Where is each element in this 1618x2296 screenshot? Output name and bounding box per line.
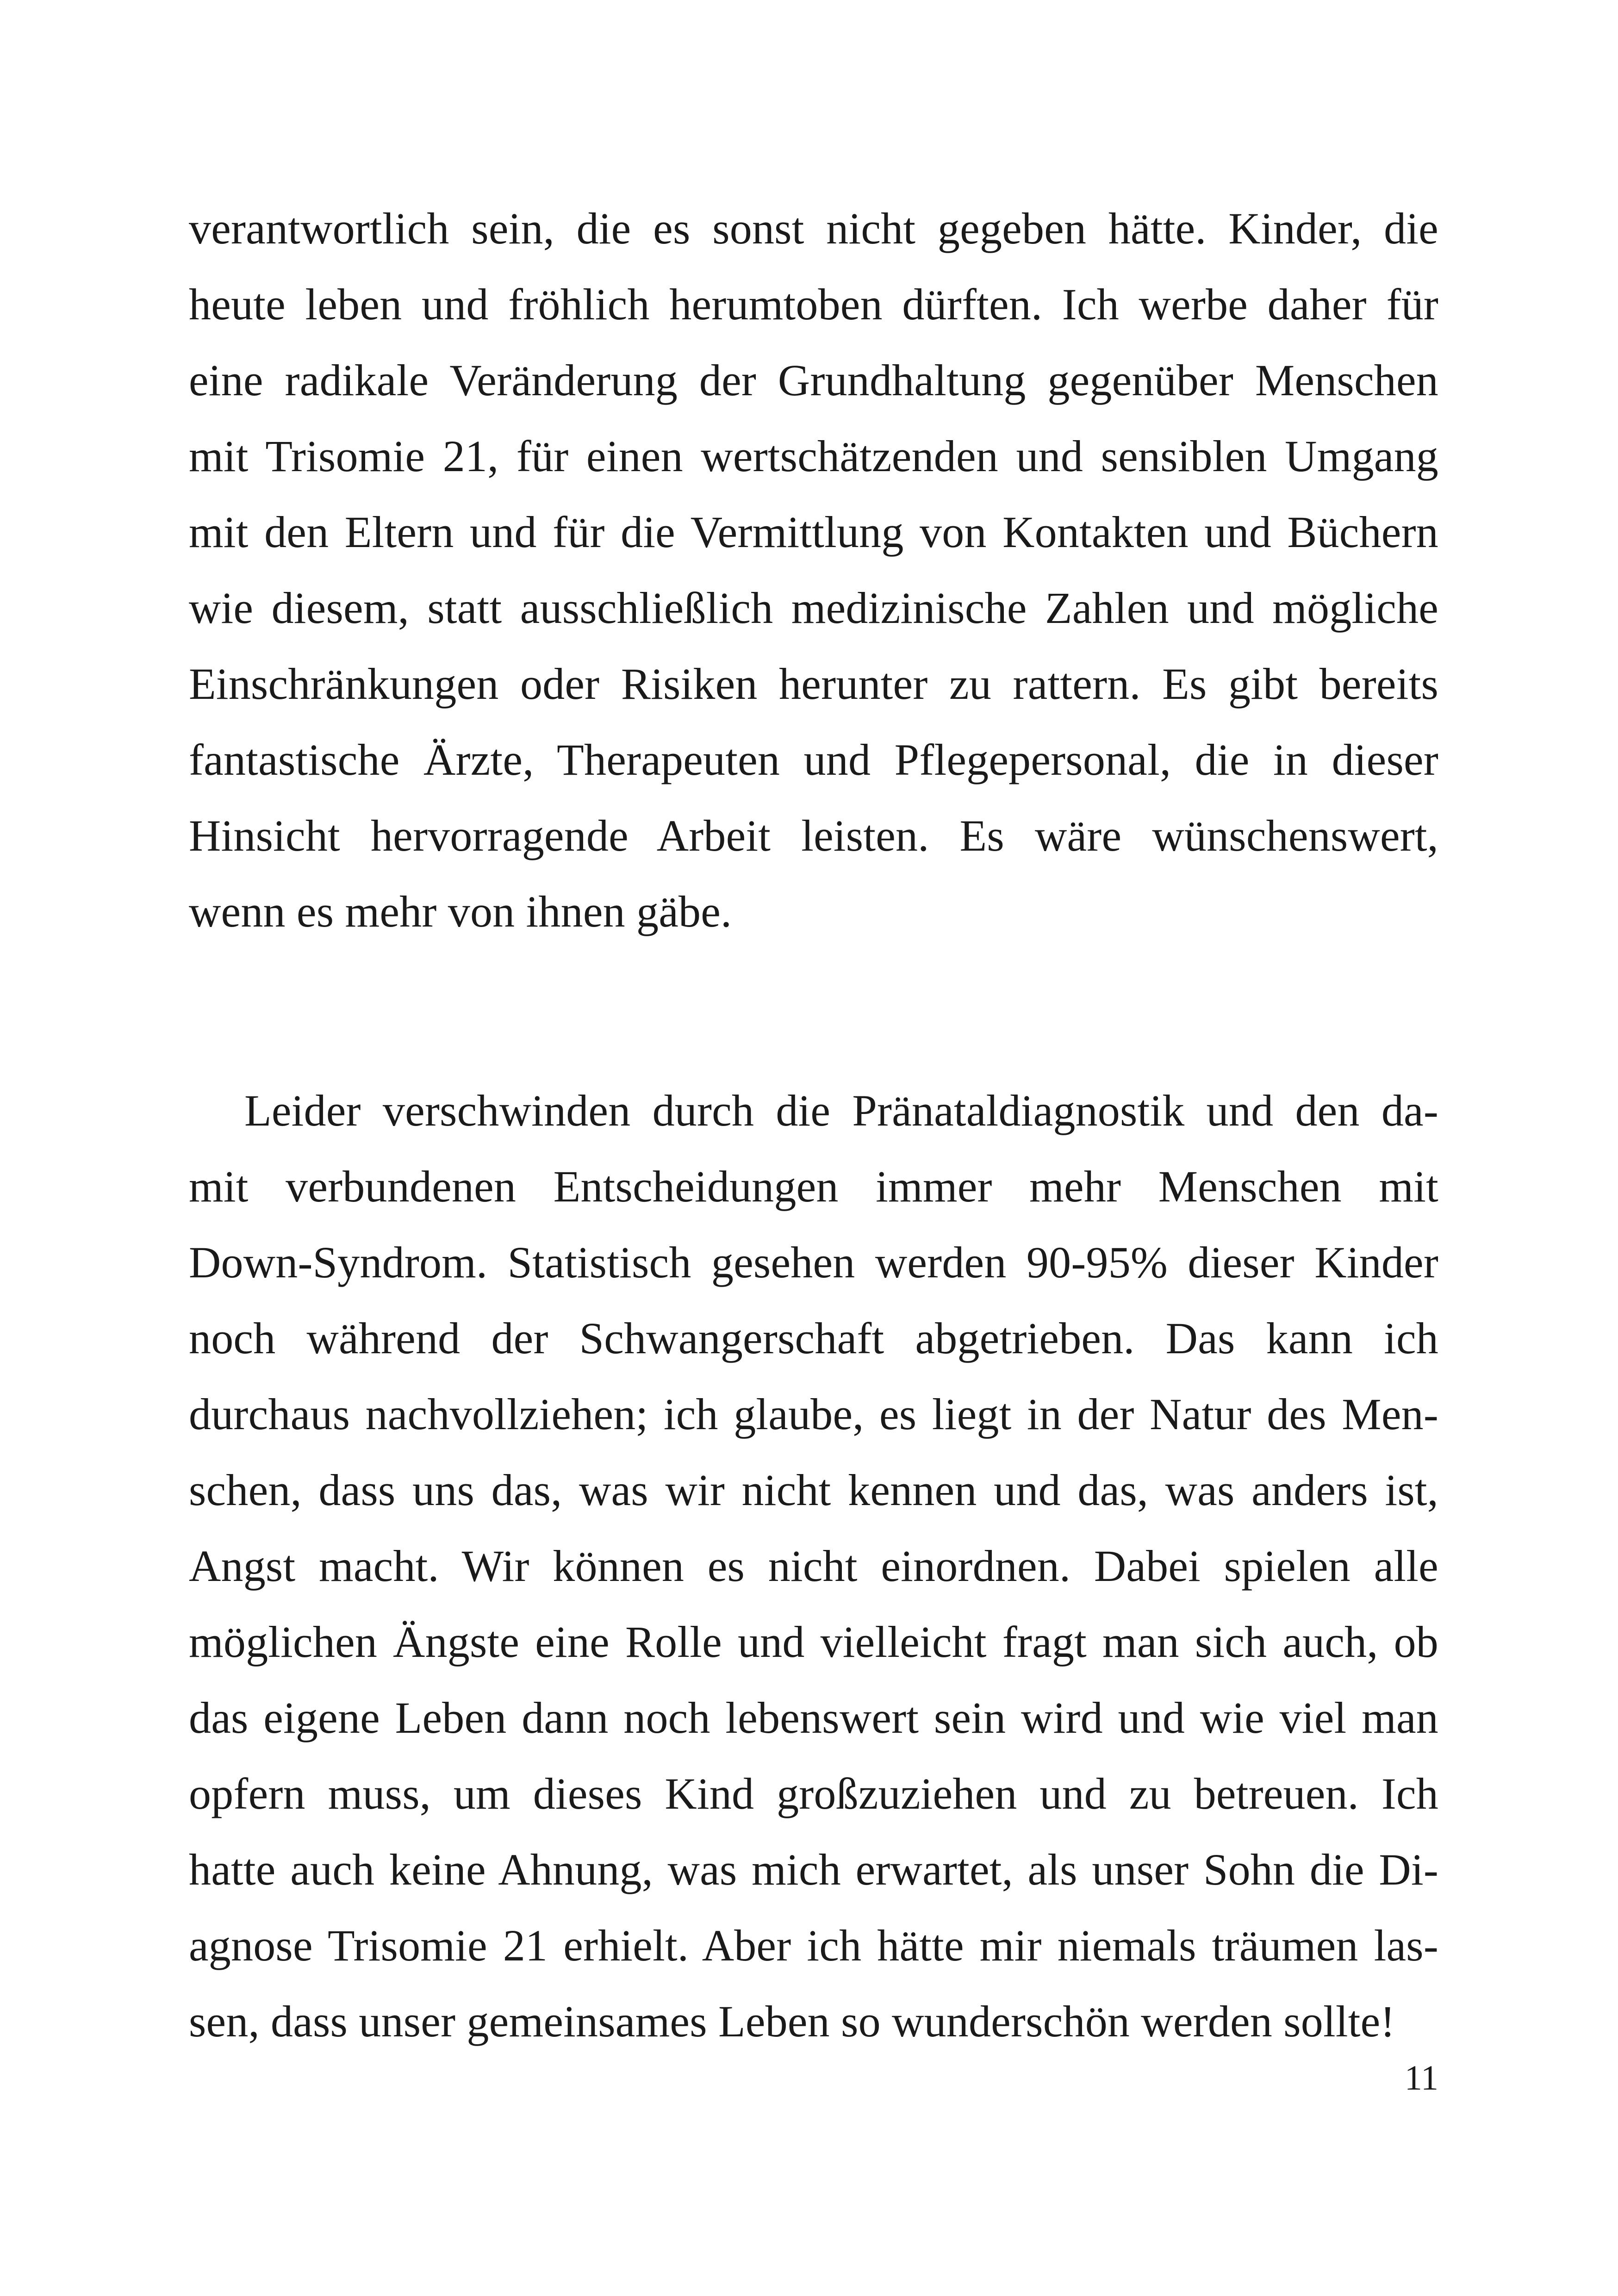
text-line: eine radikale Veränderung der Grundhaltung gegenüber Menschen [189,355,1438,405]
book-page [189,0,1438,2296]
text-line: mit verbundenen Entscheidungen immer mehr Menschen mit [189,1162,1438,1211]
text-line: möglichen Ängste eine Rolle und vielleicht fragt man sich auch, ob [189,1617,1438,1667]
text-line: noch während der Schwangerschaft abgetrieben. Das kann ich [189,1313,1438,1363]
text-line: sen, dass unser gemeinsames Leben so wunderschön werden sollte! [189,1997,1395,2046]
text-line: wenn es mehr von ihnen gäbe. [189,887,732,936]
paragraph-1 [189,191,1438,950]
text-line: das eigene Leben dann noch lebenswert sein wird und wie viel man [189,1693,1438,1742]
text-line: wie diesem, statt ausschließlich medizinische Zahlen und mögliche [189,583,1438,633]
page-number: 11 [1404,2059,1438,2097]
text-line: agnose Trisomie 21 erhielt. Aber ich hätte mir niemals träumen las- [189,1921,1438,1970]
text-line: Hinsicht hervorragende Arbeit leisten. Es wäre wünschenswert, [189,811,1438,860]
text-line: verantwortlich sein, die es sonst nicht gegeben hätte. Kinder, die [189,204,1438,253]
text-line: fantastische Ärzte, Therapeuten und Pflegepersonal, die in dieser [189,735,1438,784]
text-line: Leider verschwinden durch die Pränataldiagnostik und den da- [244,1086,1438,1135]
text-line: Down-Syndrom. Statistisch gesehen werden 90-95% dieser Kinder [189,1238,1438,1287]
text-line: opfern muss, um dieses Kind großzuziehen und zu betreuen. Ich [189,1769,1438,1818]
text-line: durchaus nachvollziehen; ich glaube, es liegt in der Natur des Men- [189,1389,1438,1439]
text-line: hatte auch keine Ahnung, was mich erwartet, als unser Sohn die Di- [189,1845,1438,1894]
text-line: mit den Eltern und für die Vermittlung von Kontakten und Büchern [189,507,1438,557]
text-line: Einschränkungen oder Risiken herunter zu rattern. Es gibt bereits [189,659,1438,709]
text-line: heute leben und fröhlich herumtoben dürften. Ich werbe daher für [189,280,1438,329]
text-line: Angst macht. Wir können es nicht einordnen. Dabei spielen alle [189,1541,1438,1591]
paragraph-2 [189,1073,1438,2060]
text-line: mit Trisomie 21, für einen wertschätzenden und sensiblen Umgang [189,431,1438,481]
text-line: schen, dass uns das, was wir nicht kennen und das, was anders ist, [189,1465,1438,1515]
